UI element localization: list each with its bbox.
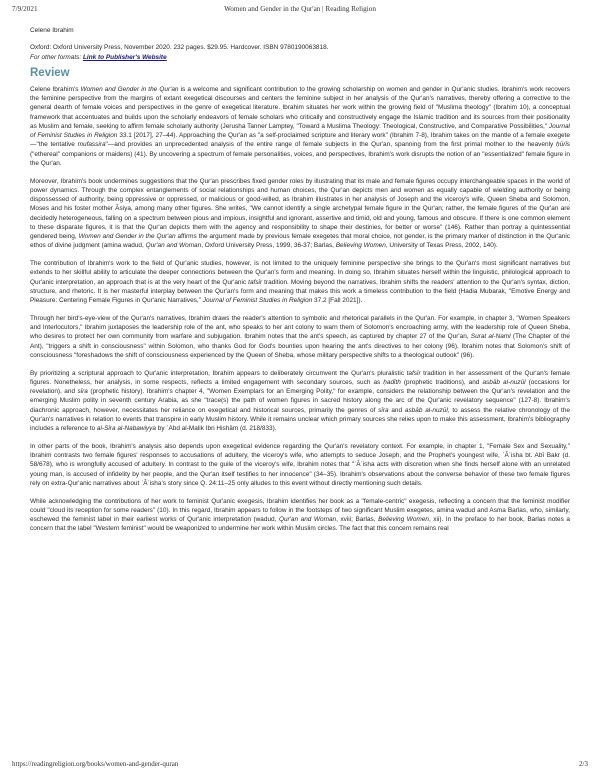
- paragraph-text: (occasions for revelation), and: [30, 378, 570, 395]
- print-page-number: 2/3: [579, 760, 588, 768]
- italic-text: Believing Women: [378, 516, 429, 523]
- paragraph-text: , University of Texas Press, 2002, 140).: [385, 242, 498, 250]
- paragraph-text: In other parts of the book, Ibrahim's analysis also depends upon exegetical evidence regarding the Qur'an's revelatory context. For example, in chapter 1, "Female Sex and Sexuality," Ibrahim contrasts two female figures' responses to accusations of adultery, the viceroy's wife, who attempts to seduce Joseph, and the Prophet's youngest wife, ʿĀʾisha bt. Abī Bakr (d. 58/678), who is wrongfully accused of adultery. In contrast to the guile of the viceroy's wife, Ibrahim notes that "ʿĀʾisha acts with discretion when she finds herself alone with an unrelated young man, is accused of infidelity by her people, and the Qur'an itself testifies to her innocence" (34–35). Ibrahim's observations about the converse behavior of these two female figures rely on extra-Qur'anic narratives about ʿĀʾisha's story since Q. 24:11–25 only alludes to this event without directly mentioning such details.: [30, 442, 570, 487]
- paragraph-text: "—and provides an unprecedented analysis of the entire range of female subjects in the Qur'an, spanning from the first primal mother to the heavenly: [105, 141, 557, 149]
- paragraph-text: Moreover, Ibrahim's book undermines suggestions that the Qur'an prescribes fixed gender roles by illustrating that its male and female figures occupy interchangeable spaces in the world of power dynamics. Through the complex entanglements of social relationships and human choices, the Qur'an depicts men and women as equally capable of wielding authority or being dispossessed of authority, being oppressive or oppressed, or malicious or good-willed, as Ibrahim illustrates in her analysis of Joseph and the viceroy's wife, Queen Sheba and Solomon, Moses and his foster mother Āsiya, among many other figures. She writes, "We cannot identify a single archetypal female figure in the Qur'an; rather, the female figures of the Qur'an are decidedly heterogeneous, falling on a spectrum between pious and impious, insightful and ignorant, assertive and timid, old and young, famous and obscure. If there is one common element to these disparate figures, it is that the Qur'an depicts them with the agency and responsibility to shape their destinies, for better or worse" (146). Rather than portray a quintessential gendered being,: [30, 177, 570, 240]
- paragraph-text: 33.1 [2017], 27–44). Approaching the Qur'an as "a self-proclaimed scripture and literary work" (Ibrahim 7-8), Ibrahim takes on the mantle of a female exegete—"the tentative: [30, 132, 571, 149]
- paragraph-text: tradition in her assessment of the Qur'an's female figures. Nonetheless, her analysis, in some respects, reflects a limited engagement with secondary sources, such as: [30, 369, 570, 386]
- italic-text: Journal of Feminist Studies in Religion: [202, 297, 313, 304]
- paragraph-text: ("ethereal" companions or maidens) (41). By uncovering a spectrum of female personalities, voices, and perspectives, Ibrahim's work disrupts the notion of an "essentialized" female figure in the Qur'an.: [30, 150, 570, 167]
- review-paragraph: [30, 442, 570, 488]
- paragraph-text: , xviii; Barlas,: [336, 516, 379, 523]
- review-content: [30, 26, 570, 542]
- paragraph-text: The contribution of Ibrahim's work to the field of Qur'anic studies, however, is not limited to the uniquely feminine perspective she brings to the Qur'an's most significant narratives but extends to her skillful ability to articulate the deeper connections between the Qur'an's form and meaning. In doing so, Ibrahim situates herself within the linguistic, philological approach to Qur'anic interpretation, an approach that is at the very heart of the Qur'anic: [30, 260, 570, 286]
- italic-text: Qur'an and Woman: [145, 242, 202, 250]
- paragraph-text: by ʿAbd al-Malik Ibn Hishām (d. 218/833).: [155, 425, 277, 432]
- book-author: Celene Ibrahim: [30, 27, 74, 34]
- review-paragraph: [30, 177, 570, 251]
- italic-text: tafsīr: [406, 369, 421, 377]
- paragraph-text: tradition. Moving beyond the narratives, Ibrahim shifts the readers' attention to the Qur'an's syntax, diction, structure, and rhetoric. It is her masterful interplay between the Qur'an's form and meaning that makes this work a timeless contribution to the field (Hadia Mubarak, "Emotive Energy and Pleasure: Centering Female Figures in Qur'anic Narratives,": [30, 278, 570, 304]
- other-formats-label: For other formats:: [30, 53, 82, 61]
- print-page-title: Women and Gender in the Qur'an | Reading Religion: [224, 5, 376, 13]
- italic-text: Women and Gender in the Qur'an: [78, 233, 176, 240]
- paragraph-text: and: [388, 406, 405, 414]
- review-heading: Review: [30, 66, 70, 79]
- other-formats: [30, 53, 570, 62]
- paragraph-text: (prophetic history). Ibrahim's chapter 4, "Women Exemplars for an Emerging Polity," for example, considers the relationship between the Qur'an's revelation and the emerging Muslim polity in seventh century Arabia, as she "trace(s) the path of women figures in sacred history along the arc of the Qur'anic revelatory sequence" (127-8). Ibrahim's diachronic approach, however, necessitates her reliance on exegetical and historical sources, primarily the genres of: [30, 388, 570, 414]
- italic-text: ḥadīth: [383, 378, 401, 386]
- italic-text: sīra: [378, 406, 389, 414]
- italic-text: asbāb al-nuzūl: [482, 378, 526, 386]
- paragraph-text: is a welcome and significant contribution to the growing scholarship on women and gender in Qur'anic studies. Ibrahim's work recovers the feminine perspective from the margins of extant exegetical discourses and centers the feminine subject in her analysis of the Qur'an's narratives, thereby offering a corrective to the general dearth of female voices and perspectives in the genre of exegetical literature. Ibrahim situates her work within the growing field of "Muslima theology" (Ibrahim 10), a conceptual framework that accentuates and builds upon the scholarly endeavors of female scholars who critically and constructively engage the Islamic tradition and its sources from their positionality as Muslim and female, seeking to affirm female scholarly authority (Jerusha Tanner Lamptey, "Toward a Muslima Theology: Theological, Constructive, and Comparative Possibilities,": [30, 85, 571, 130]
- review-paragraph: [30, 314, 570, 360]
- review-body: [30, 85, 570, 534]
- publication-info: Oxford: Oxford University Press, November 2020. 232 pages. $29.95. Hardcover. ISBN 9780190063818.: [30, 44, 329, 52]
- italic-text: Believing Women: [335, 242, 386, 250]
- print-header: [12, 5, 588, 15]
- paragraph-text: , Oxford University Press, 1999, 36-37; Barlas,: [201, 242, 336, 250]
- review-paragraph: [30, 259, 570, 305]
- paragraph-text: Celene Ibrahim's: [30, 85, 81, 93]
- publisher-website-link[interactable]: Link to Publisher's Website: [82, 53, 167, 61]
- italic-text: al-Sīra al-Nabawiyya: [96, 425, 156, 432]
- paragraph-text: affirms the argument made by previous female exegetes that moral choice, not gender, is the primary marker of distinction in the Qur'anic ethos of divine judgment (amina wadud,: [30, 233, 571, 250]
- italic-text: Qur'an and Woman: [278, 516, 337, 523]
- review-paragraph: [30, 497, 570, 534]
- print-url: https://readingreligion.org/books/women-and-gender-quran: [12, 760, 179, 768]
- print-date: 7/9/2021: [12, 5, 38, 13]
- paragraph-text: While acknowledging the contributions of her work to feminist Qur'anic exegesis, Ibrahim identifies her book as a "female-centric" exegesis, reflecting a concern that the feminist modifier could "cloud its reception for some readers" (10). In this regard, Ibrahim appears to follow in the footsteps of two significant Muslim exegetes, amina wadud and Asma Barlas, who, similarly, eschewed the feminist label in their earliest works of Qur'anic interpretation (wadud,: [30, 497, 570, 523]
- italic-text: sīra: [77, 388, 88, 395]
- paragraph-text: By prioritizing a scriptural approach to Qur'anic interpretation, Ibrahim appears to deliberately circumvent the Qur'an's pluralistic: [30, 369, 407, 377]
- paragraph-text: , to assess the relative chronology of the Qur'an's narratives in relation to events that transpire in early Muslim history. While it remains unclear which primary sources she relies upon to make this assessment, Ibrahim's bibliography includes a reference to: [30, 406, 570, 432]
- paragraph-text: (The Chapter of the Ant), "triggers a shift in consciousness" within Solomon, who thanks God for God's bounties upon hearing the ant's directives to her colony (96). Ibrahim notes that Solomon's shift of consciousness "foreshadows the shift of consciousness experienced by the Queen of Sheba, whose military perspective shifts to a theological outlook" (96).: [30, 333, 570, 359]
- italic-text: Journal of Feminist Studies in Religion: [30, 122, 570, 139]
- italic-text: tafsīr: [248, 278, 263, 286]
- review-paragraph: [30, 85, 570, 168]
- paragraph-text: Through her bird's-eye-view of the Qur'an's narratives, Ibrahim draws the reader's attention to symbolic and rhetorical parallels in the Qur'an. For example, in chapter 3, "Women Speakers and Interlocutors," Ibrahim juxtaposes the leadership role of the ant, who speaks to her ant colony to warn them of Solomon's encroaching army, with the leadership role of Queen Sheba, who desires to protect her own community from warfare and subjugation. Ibrahim notes that the ant's speech, as captured by chapter 27 of the Qur'an,: [30, 314, 570, 341]
- italic-text: Surat al-Naml: [470, 333, 511, 341]
- print-footer: [12, 760, 588, 770]
- italic-text: ḥūrīs: [556, 141, 570, 149]
- italic-text: Women and Gender in the Qur'an: [80, 85, 179, 93]
- italic-text: mufassira: [77, 141, 106, 149]
- review-paragraph: [30, 369, 570, 434]
- paragraph-text: (prophetic traditions), and: [400, 378, 483, 386]
- paragraph-text: , xii). In the preface to her book, Barlas notes a concern that the label "Western feminist" would be weaponized to undermine her work within Muslim circles. The fact that this concern remains real: [30, 516, 570, 533]
- italic-text: asbāb al-nuzūl: [404, 406, 448, 414]
- paragraph-text: 37.2 [Fall 2021]).: [312, 297, 363, 304]
